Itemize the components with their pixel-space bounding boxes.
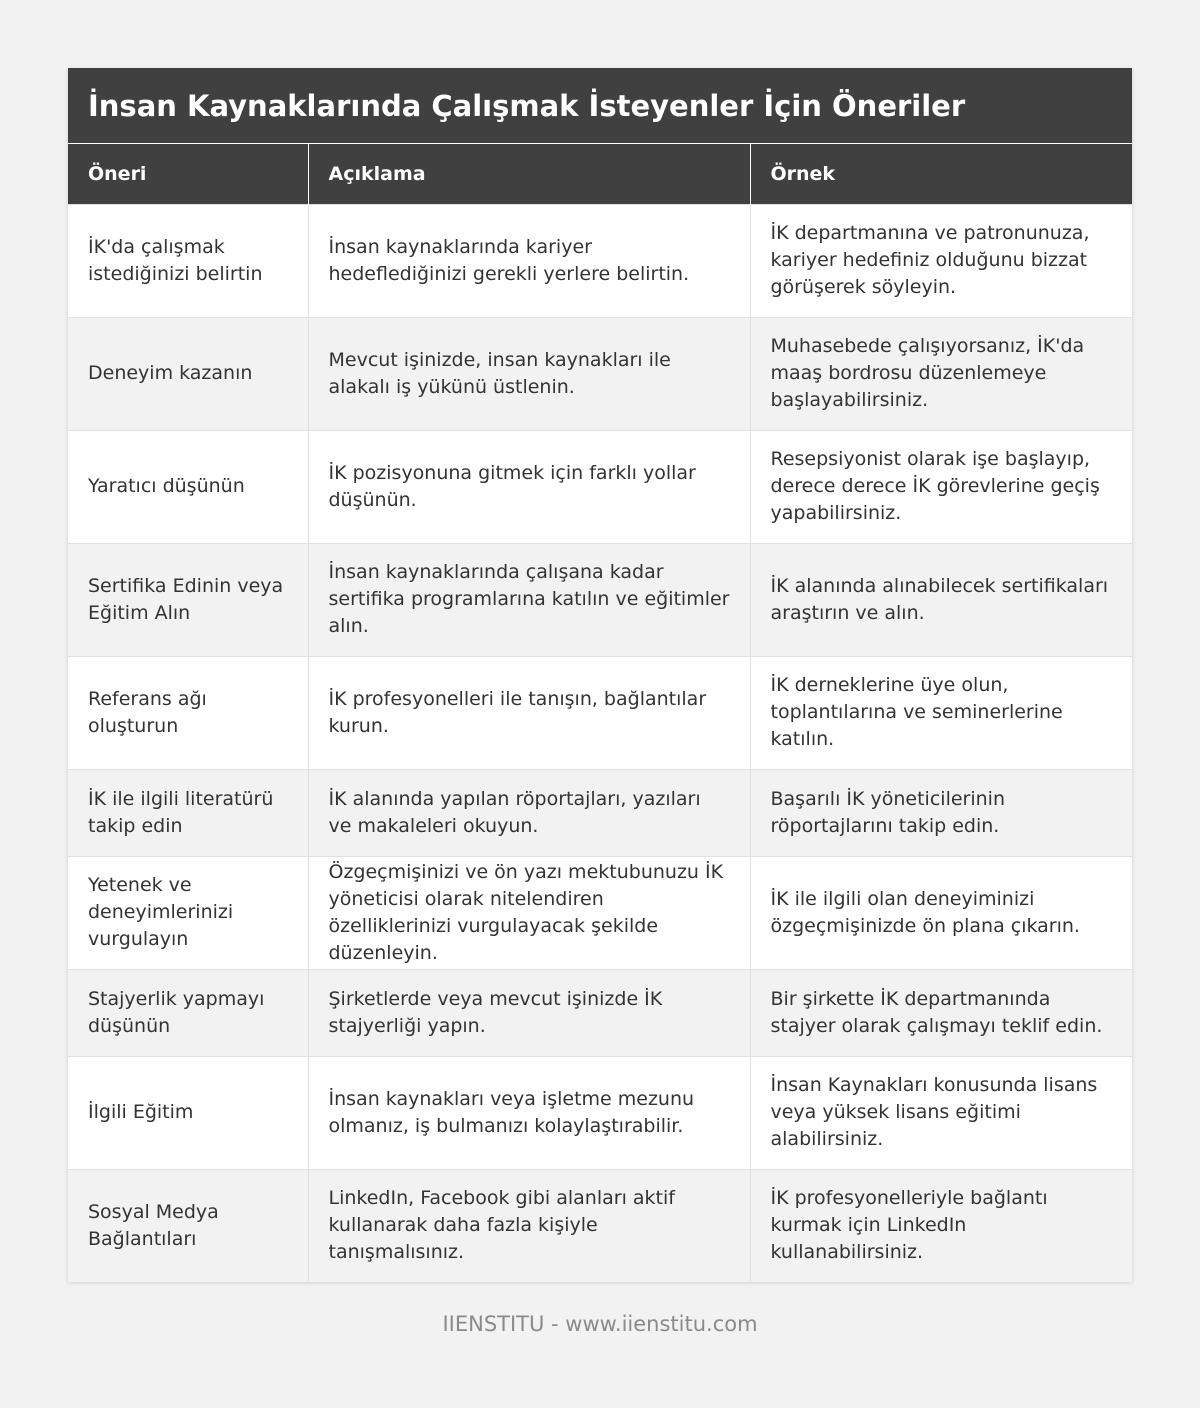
table-row	[68, 1169, 1132, 1282]
cell-oneri: Deneyim kazanın	[68, 317, 308, 430]
cell-oneri: Yaratıcı düşünün	[68, 430, 308, 543]
cell-oneri: İK'da çalışmak istediğinizi belirtin	[68, 204, 308, 317]
cell-oneri: Yetenek ve deneyimlerinizi vurgulayın	[68, 856, 308, 969]
column-header-aciklama: Açıklama	[308, 144, 750, 204]
cell-ornek: Bir şirkette İK departmanında stajyer olarak çalışmayı teklif edin.	[750, 969, 1132, 1056]
cell-oneri: Sosyal Medya Bağlantıları	[68, 1169, 308, 1282]
cell-oneri: Stajyerlik yapmayı düşünün	[68, 969, 308, 1056]
cell-oneri: İlgili Eğitim	[68, 1056, 308, 1169]
header-row	[68, 144, 1132, 204]
cell-aciklama: İnsan kaynakları veya işletme mezunu olmanız, iş bulmanızı kolaylaştırabilir.	[308, 1056, 750, 1169]
recommendations-card	[68, 68, 1132, 1282]
cell-ornek: İK ile ilgili olan deneyiminizi özgeçmişinizde ön plana çıkarın.	[750, 856, 1132, 969]
table-row	[68, 769, 1132, 856]
table-row	[68, 656, 1132, 769]
table-title: İnsan Kaynaklarında Çalışmak İsteyenler İçin Öneriler	[68, 68, 1132, 144]
cell-aciklama: Özgeçmişinizi ve ön yazı mektubunuzu İK yöneticisi olarak nitelendiren özelliklerinizi vurgulayacak şekilde düzenleyin.	[308, 856, 750, 969]
cell-aciklama: İnsan kaynaklarında çalışana kadar sertifika programlarına katılın ve eğitimler alın.	[308, 543, 750, 656]
cell-aciklama: LinkedIn, Facebook gibi alanları aktif kullanarak daha fazla kişiyle tanışmalısınız.	[308, 1169, 750, 1282]
cell-ornek: İnsan Kaynakları konusunda lisans veya yüksek lisans eğitimi alabilirsiniz.	[750, 1056, 1132, 1169]
table-row	[68, 543, 1132, 656]
table-row	[68, 430, 1132, 543]
cell-ornek: İK derneklerine üye olun, toplantılarına ve seminerlerine katılın.	[750, 656, 1132, 769]
table-row	[68, 1056, 1132, 1169]
table-row	[68, 856, 1132, 969]
cell-ornek: İK departmanına ve patronunuza, kariyer hedefiniz olduğunu bizzat görüşerek söyleyin.	[750, 204, 1132, 317]
cell-aciklama: İK profesyonelleri ile tanışın, bağlantılar kurun.	[308, 656, 750, 769]
cell-ornek: Muhasebede çalışıyorsanız, İK'da maaş bordrosu düzenlemeye başlayabilirsiniz.	[750, 317, 1132, 430]
cell-aciklama: Mevcut işinizde, insan kaynakları ile alakalı iş yükünü üstlenin.	[308, 317, 750, 430]
footer-credit: IIENSTITU - www.iienstitu.com	[442, 1312, 758, 1336]
cell-oneri: Sertifika Edinin veya Eğitim Alın	[68, 543, 308, 656]
column-header-oneri: Öneri	[68, 144, 308, 204]
table-row	[68, 317, 1132, 430]
table-row	[68, 969, 1132, 1056]
cell-ornek: Resepsiyonist olarak işe başlayıp, derece derece İK görevlerine geçiş yapabilirsiniz.	[750, 430, 1132, 543]
cell-oneri: Referans ağı oluşturun	[68, 656, 308, 769]
cell-aciklama: İnsan kaynaklarında kariyer hedeflediğinizi gerekli yerlere belirtin.	[308, 204, 750, 317]
column-header-ornek: Örnek	[750, 144, 1132, 204]
cell-aciklama: Şirketlerde veya mevcut işinizde İK stajyerliği yapın.	[308, 969, 750, 1056]
table-row	[68, 204, 1132, 317]
cell-aciklama: İK alanında yapılan röportajları, yazıları ve makaleleri okuyun.	[308, 769, 750, 856]
cell-ornek: Başarılı İK yöneticilerinin röportajlarını takip edin.	[750, 769, 1132, 856]
recommendations-table	[68, 144, 1132, 1282]
cell-oneri: İK ile ilgili literatürü takip edin	[68, 769, 308, 856]
cell-aciklama: İK pozisyonuna gitmek için farklı yollar düşünün.	[308, 430, 750, 543]
cell-ornek: İK alanında alınabilecek sertifikaları araştırın ve alın.	[750, 543, 1132, 656]
cell-ornek: İK profesyonelleriyle bağlantı kurmak için LinkedIn kullanabilirsiniz.	[750, 1169, 1132, 1282]
